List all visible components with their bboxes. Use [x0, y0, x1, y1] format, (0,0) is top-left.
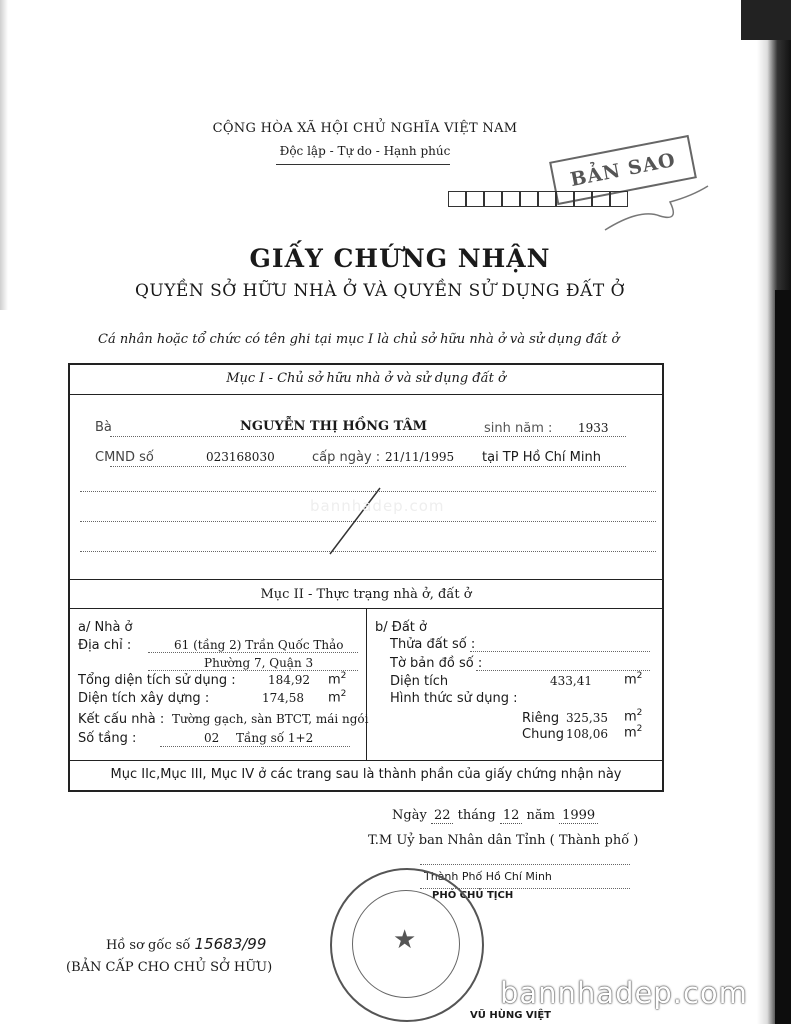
row-dots	[160, 746, 350, 747]
document-title: GIẤY CHỨNG NHẬN	[249, 244, 551, 273]
land-area-label: Diện tích	[390, 674, 449, 689]
map-sheet-label: Tờ bản đồ số :	[390, 656, 483, 671]
birth-label: sinh năm :	[484, 421, 553, 436]
authority: T.M Uỷ ban Nhân dân Tỉnh ( Thành phố )	[368, 833, 639, 848]
built-area-label: Diện tích xây dựng :	[78, 691, 210, 706]
total-area-unit: $m^2$	[328, 671, 347, 688]
watermark-bottom: bannhadep.com	[500, 976, 748, 1010]
total-area-label: Tổng diện tích sử dụng :	[78, 673, 236, 688]
document-subtitle: QUYỀN SỞ HỮU NHÀ Ở VÀ QUYỀN SỬ DỤNG ĐẤT Ở	[134, 281, 626, 301]
parcel-label: Thửa đất số :	[390, 637, 476, 652]
issue-date-line: Ngày 22 tháng 12 năm 1999	[392, 808, 598, 823]
structure-label: Kết cấu nhà :	[78, 712, 165, 727]
floors: 02	[204, 731, 220, 745]
row-dots	[420, 864, 630, 865]
motto-underline	[276, 164, 450, 165]
id-number: 023168030	[206, 450, 275, 464]
floors-label: Số tầng :	[78, 731, 137, 746]
section1-heading: Mục I - Chủ sở hữu nhà ở và sử dụng đất ở	[226, 371, 506, 386]
copy-stamp: BẢN SAO	[549, 135, 697, 205]
land-area-unit: $m^2$	[624, 671, 643, 688]
land-heading: b/ Đất ở	[375, 620, 427, 635]
record-note: (BẢN CẤP CHO CHỦ SỞ HỮU)	[66, 960, 273, 975]
issue-date: 21/11/1995	[385, 450, 455, 464]
total-area: 184,92	[268, 673, 310, 687]
section1-divider	[68, 394, 664, 395]
section2-top-divider	[68, 579, 664, 580]
title-label: Bà	[95, 420, 112, 435]
issue-place: tại TP Hồ Chí Minh	[482, 450, 601, 465]
footer-divider	[68, 760, 664, 761]
city: Thành Phố Hồ Chí Minh	[424, 870, 552, 883]
shared-area-unit: $m^2$	[624, 724, 643, 741]
house-heading: a/ Nhà ở	[78, 620, 133, 635]
owner-name: NGUYỄN THỊ HỒNG TÂM	[240, 419, 428, 434]
footer-note: Mục IIc,Mục III, Mục IV ở các trang sau là thành phần của giấy chứng nhận này	[110, 767, 622, 782]
watermark-center: bannhadep.com	[310, 497, 445, 515]
structure: Tường gạch, sàn BTCT, mái ngói	[172, 712, 369, 726]
issue-label: cấp ngày :	[312, 450, 381, 465]
page-left-shadow	[0, 0, 8, 310]
seal-star-icon: ★	[393, 925, 417, 955]
page-edge-dark	[775, 290, 791, 1024]
official-seal	[330, 868, 484, 1022]
row-dots	[148, 652, 358, 653]
floors-total: Tầng số 1+2	[236, 731, 314, 745]
birth-year: 1933	[578, 421, 609, 435]
row-dots	[110, 436, 626, 437]
signer-role: PHÓ CHỦ TỊCH	[432, 890, 514, 901]
shared-label: Chung	[522, 727, 565, 742]
built-area: 174,58	[262, 691, 304, 705]
land-use-label: Hình thức sử dụng :	[390, 691, 518, 706]
private-label: Riêng	[522, 711, 560, 726]
built-area-unit: $m^2$	[328, 689, 347, 706]
intro-text: Cá nhân hoặc tổ chức có tên ghi tại mục I là chủ sở hữu nhà ở và sử dụng đất ở	[98, 332, 620, 347]
cancel-slash	[320, 484, 390, 564]
row-dots	[110, 466, 626, 467]
page-corner-dark	[741, 0, 791, 40]
seal-inner-ring	[352, 890, 460, 998]
shared-area: 108,06	[566, 727, 608, 741]
address-line1: 61 (tầng 2) Trần Quốc Thảo	[174, 638, 344, 652]
row-dots	[148, 670, 358, 671]
section2-column-divider	[366, 608, 367, 760]
motto: Độc lập - Tự do - Hạnh phúc	[279, 144, 451, 158]
nation-heading: CỘNG HÒA XÃ HỘI CHỦ NGHĨA VIỆT NAM	[212, 121, 518, 136]
address-line2: Phường 7, Quận 3	[204, 656, 314, 670]
signer-name: VŨ HÙNG VIỆT	[470, 1010, 552, 1021]
record-line: Hồ sơ gốc số 15683/99	[106, 935, 267, 953]
pen-scribble	[600, 178, 720, 238]
address-label: Địa chỉ :	[78, 638, 132, 653]
row-dots	[470, 651, 650, 652]
land-area: 433,41	[550, 674, 592, 688]
private-area-unit: $m^2$	[624, 708, 643, 725]
private-area: 325,35	[566, 711, 608, 725]
section2-heading: Mục II - Thực trạng nhà ở, đất ở	[260, 587, 472, 602]
id-label: CMND số	[95, 450, 154, 465]
